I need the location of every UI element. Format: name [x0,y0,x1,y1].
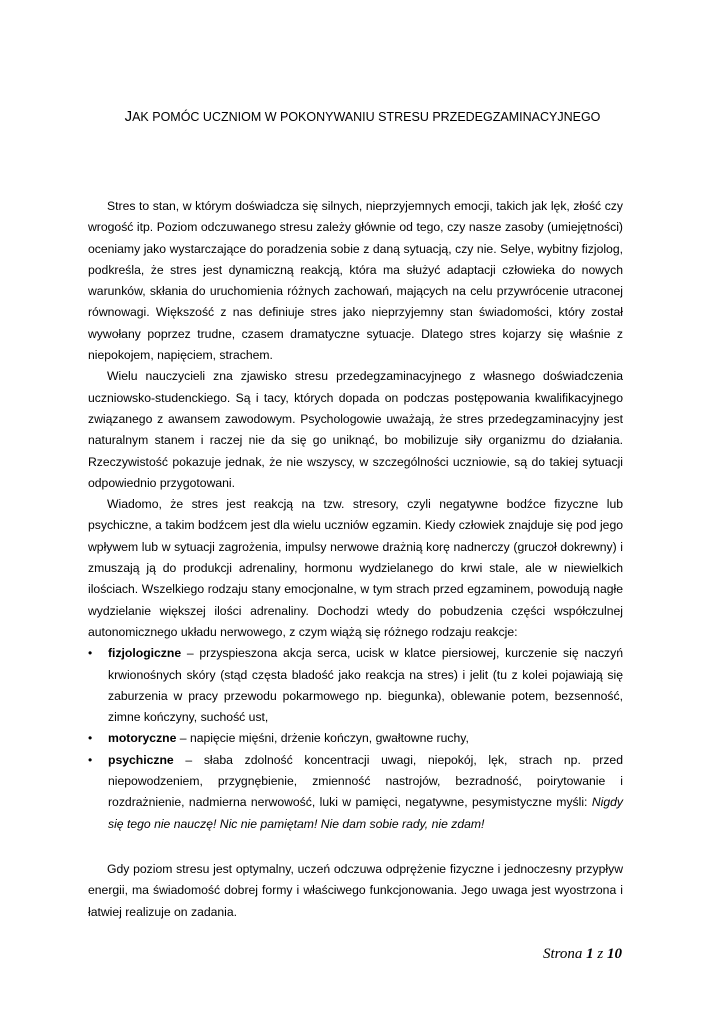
reaction-term: motoryczne [108,731,177,746]
page-total: 10 [607,946,622,962]
closing-paragraph: Gdy poziom stresu jest optymalny, uczeń odczuwa odprężenie fizyczne i jednoczesny przypływ energii, ma świadomość dobrej formy i właściwego funkcjonowania. Jego uwaga jest wyostrzona i łatwiej realizuje on zadania. [88,861,623,919]
page-title [0,108,725,125]
page-number [543,946,622,963]
page-current: 1 [586,946,594,962]
list-item [88,750,623,835]
reactions-list [88,643,623,835]
document-body [88,196,623,923]
page-label: Strona [542,946,583,962]
page-separator: z [597,946,604,962]
list-item [88,728,623,749]
reaction-text: – słaba zdolność koncentracji uwagi, niepokój, lęk, strach np. przed niepowodzeniem, przygnębienie, zmienność nastrojów, bezradność, poirytowanie i rozdrażnienie, nadmierna nerwowość, luki w pamięci, negatywne, pesymistyczne myśli: [108,752,623,810]
title-rest: AK POMÓC UCZNIOM W POKONYWANIU STRESU PRZEDEGZAMINACYJNEGO [132,110,601,124]
reaction-term: fizjologiczne [108,646,182,661]
reaction-text: – napięcie mięśni, drżenie kończyn, gwałtowne ruchy, [176,731,469,746]
bullet-icon: • [88,731,93,746]
reaction-text: – przyspieszona akcja serca, ucisk w klatce piersiowej, kurczenie się naczyń krwionośnych skóry (stąd częsta bladość jako reakcja na stres) i jelit (tu z kolei pojawiają się zaburzenia w pracy przewodu pokarmowego np. biegunka), oblewanie potem, bezsenność, zimne kończyny, suchość ust, [108,646,623,725]
reaction-term: psychiczne [108,752,174,767]
bullet-icon: • [88,752,93,767]
bullet-icon: • [88,646,93,661]
list-item [88,643,623,728]
title-initial: J [124,108,133,125]
paragraph: Wiadomo, że stres jest reakcją na tzw. stresory, czyli negatywne bodźce fizyczne lub psychiczne, a takim bodźcem jest dla wielu uczniów egzamin. Kiedy człowiek znajduje się pod jego wpływem lub w sytuacji zagrożenia, impulsy nerwowe drażnią korę nadnerczy (gruczoł dokrewny) i zmuszają ją do produkcji adrenaliny, hormonu wydzielanego do krwi stale, ale w niewielkich ilościach. Wszelkiego rodzaju stany emocjonalne, w tym strach przed egzaminem, powodują nagłe wydzielanie większej ilości adrenaliny. Dochodzi wtedy do pobudzenia części współczulnej autonomicznego układu nerwowego, z czym wiążą się różnego rodzaju reakcje: [88,497,623,639]
paragraph: Wielu nauczycieli zna zjawisko stresu przedegzaminacyjnego z własnego doświadczenia uczniowsko-studenckiego. Są i tacy, których dopada on podczas postępowania kwalifikacyjnego związanego z awansem zawodowym. Psychologowie uważają, że stres przedegzaminacyjny jest naturalnym stanem i raczej nie da się go uniknąć, bo mobilizuje siły organizmu do działania. Rzeczywistość pokazuje jednak, że nie wszyscy, w szczególności uczniowie, są do takiej sytuacji odpowiednio przygotowani. [88,369,623,490]
reaction-quote: Nigdy się tego nie nauczę! Nic nie pamiętam! Nie dam sobie rady, nie zdam! [108,795,623,831]
paragraph: Stres to stan, w którym doświadcza się silnych, nieprzyjemnych emocji, takich jak lęk, złość czy wrogość itp. Poziom odczuwanego stresu zależy głównie od tego, czy nasze zasoby (umiejętności) oceniamy jako wystarczające do poradzenia sobie z daną sytuacją, czy nie. Selye, wybitny fizjolog, podkreśla, że stres jest dynamiczną reakcją, która ma służyć adaptacji człowieka do nowych warunków, skłania do uruchomienia różnych zachowań, mających na celu przywrócenie utraconej równowagi. Większość z nas definiuje stres jako nieprzyjemny stan świadomości, który został wywołany poprzez trudne, czasem dramatyczne sytuacje. Dlatego stres kojarzy się właśnie z niepokojem, napięciem, strachem. [88,199,623,363]
